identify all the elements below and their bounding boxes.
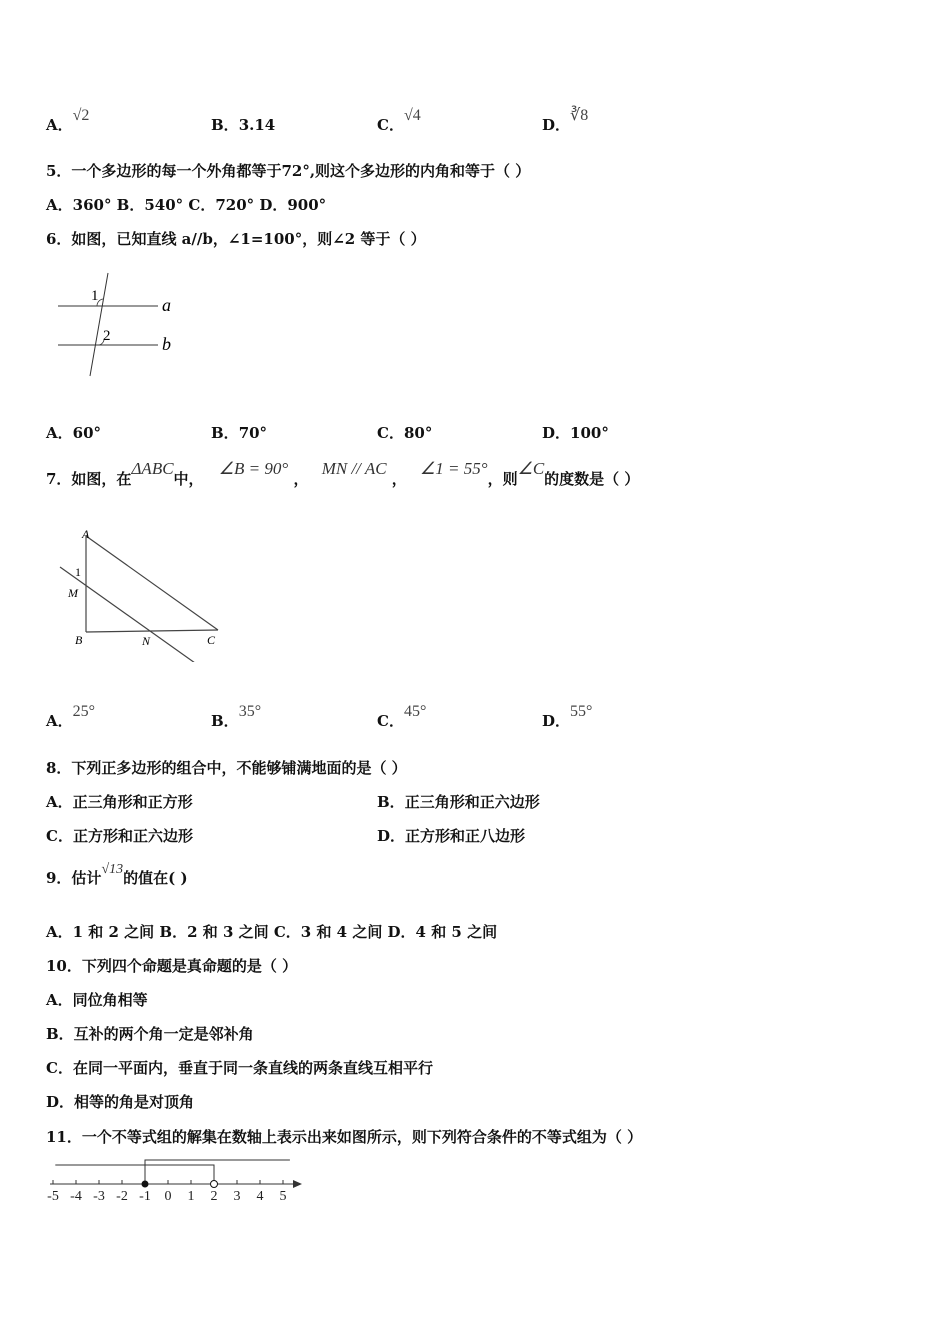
q7-vertex-a: A [82,527,90,541]
q6-option-b: B．70° [211,424,268,442]
q6-parallel-lines-figure [50,268,190,383]
q11-tick-label: -2 [116,1189,128,1204]
q7-stem: 7．如图，在ΔABC中， ∠B = 90° ， MN // AC ， ∠1 = 55°，则∠C的度数是（ ） [46,459,640,488]
q7-angle-b: ∠B = 90° [218,459,289,478]
q6-option-d: D．100° [542,424,609,442]
q10-option-a: A．同位角相等 [46,991,148,1009]
q7-option-c: C．45° [377,703,427,730]
q4-option-d-value: ∛8 [570,107,589,124]
q11-tick-label: -1 [139,1189,151,1204]
q4-option-a-value: √2 [72,107,90,124]
q7-triangle-abc: ΔABC [131,459,174,478]
q5-options: A．360° B．540° C．720° D．900° [46,196,327,214]
q11-stem: 11．一个不等式组的解集在数轴上表示出来如图所示，则下列符合条件的不等式组为（ ） [46,1128,643,1146]
q10-option-c: C．在同一平面内，垂直于同一条直线的两条直线互相平行 [46,1059,433,1077]
q7-angle-1: ∠1 = 55° [420,459,488,478]
q11-number-line [40,1150,310,1210]
q11-tick-label: -5 [47,1189,59,1204]
q6-angle2-label: 2 [103,328,111,344]
q7-point-n: N [142,634,151,648]
q6-option-a: A．60° [46,424,102,442]
q7-option-d: D．55° [542,703,593,730]
q4-option-c: C．√4 [377,107,421,134]
q6-angle1-label: 1 [91,288,99,304]
q8-option-a: A．正三角形和正方形 [46,793,193,811]
q11-tick-label: -4 [70,1189,82,1204]
q10-option-d: D．相等的角是对顶角 [46,1093,195,1111]
q11-tick-label: 1 [187,1189,195,1204]
q7-angle1-label: 1 [75,565,81,579]
q11-solution-ray-left [55,1165,214,1181]
q5-stem: 5．一个多边形的每一个外角都等于72°,则这个多边形的内角和等于（ ） [46,162,531,180]
q7-mn-parallel-ac: MN // AC [321,459,387,478]
q11-tick-label: 0 [164,1189,172,1204]
q4-option-b: B．3.14 [211,116,276,134]
q11-tick-label: -3 [93,1189,105,1204]
q11-tick-label: 3 [233,1189,241,1204]
q11-tick-label: 2 [210,1189,218,1204]
q6-line-b-label: b [162,334,171,354]
q11-open-point [211,1181,218,1188]
q7-point-m: M [68,586,78,600]
q10-option-b: B．互补的两个角一定是邻补角 [46,1025,254,1043]
q4-option-b-value: 3.14 [238,116,276,134]
q8-option-b: B．正三角形和正六边形 [377,793,540,811]
q8-option-d: D．正方形和正八边形 [377,827,526,845]
q7-vertex-b: B [75,633,83,647]
q8-stem: 8．下列正多边形的组合中，不能够铺满地面的是（ ） [46,759,407,777]
q7-option-b: B．35° [211,703,262,730]
q4-option-a: A．√2 [46,107,90,134]
q11-tick-label: 5 [279,1189,287,1204]
q4-option-c-value: √4 [403,107,421,124]
q8-option-c: C．正方形和正六边形 [46,827,193,845]
q6-stem: 6．如图，已知直线 a//b，∠1=100°，则∠2 等于（ ） [46,230,426,248]
q7-triangle-figure [55,522,230,662]
q11-tick-label: 4 [256,1189,264,1204]
q6-line-a-label: a [162,295,171,315]
q9-sqrt13: √13 [101,862,124,877]
q7-option-a: A．25° [46,703,96,730]
q10-stem: 10．下列四个命题是真命题的是（ ） [46,957,298,975]
q4-option-d: D．∛8 [542,107,589,134]
q9-options: A．1 和 2 之间 B．2 和 3 之间 C．3 和 4 之间 D．4 和 5 之间 [46,923,498,941]
q11-solution-ray-right [145,1160,290,1181]
q7-angle-c: ∠C [517,459,545,478]
q7-vertex-c: C [207,633,216,647]
q9-stem: 9．估计√13的值在( ) [46,862,188,887]
q6-option-c: C．80° [377,424,433,442]
q11-closed-point [142,1181,149,1188]
